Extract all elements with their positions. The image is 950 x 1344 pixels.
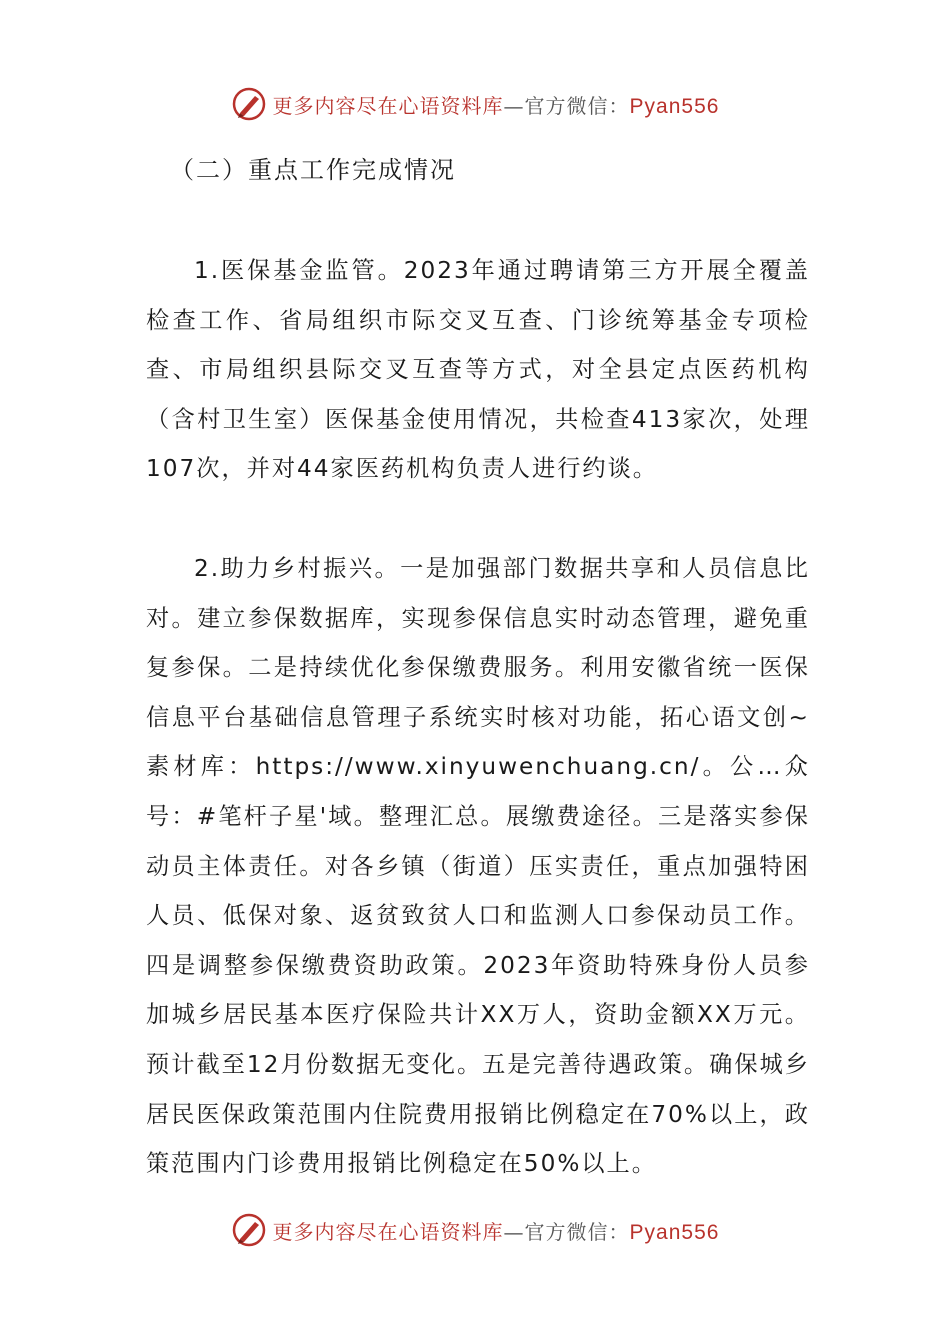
banner-text: 更多内容尽在心语资料库—官方微信：Pyan556: [272, 1219, 720, 1244]
paragraph-rural-revitalization: 2.助力乡村振兴。一是加强部门数据共享和人员信息比对。建立参保数据库，实现参保信息实时动态管理，避免重复参保。二是持续优化参保缴费服务。利用安徽省统一医保信息平台基础信息管理子系统实时核对功能，拓心语文创~素材库：https://www.xinyuwenchuang.cn/。公…众号：#笔杆子星'域。整理汇总。展缴费途径。三是落实参保动员主体责任。对各乡镇（街道）压实责任，重点加强特困人员、低保对象、返贫致贫人口和监测人口参保动员工作。四是调整参保缴费资助政策。2023年资助特殊身份人员参加城乡居民基本医疗保险共计XX万人，资助金额XX万元。预计截至12月份数据无变化。五是完善待遇政策。确保城乡居民医保政策范围内住院费用报销比例稳定在70%以上，政策范围内门诊费用报销比例稳定在50%以上。: [146, 555, 810, 1178]
banner-text: 更多内容尽在心语资料库—官方微信：Pyan556: [272, 93, 720, 118]
footer-watermark-banner: [0, 1210, 950, 1250]
pen-logo-icon: [231, 1212, 267, 1248]
header-watermark-banner: [0, 84, 950, 124]
pen-logo-icon: [231, 86, 267, 122]
paragraph-fund-supervision: 1.医保基金监管。2023年通过聘请第三方开展全覆盖检查工作、省局组织市际交叉互查、门诊统筹基金专项检查、市局组织县际交叉互查等方式，对全县定点医药机构（含村卫生室）医保基金使用情况，共检查413家次，处理107次，并对44家医药机构负责人进行约谈。: [146, 257, 810, 483]
section-heading: （二）重点工作完成情况: [170, 156, 456, 184]
